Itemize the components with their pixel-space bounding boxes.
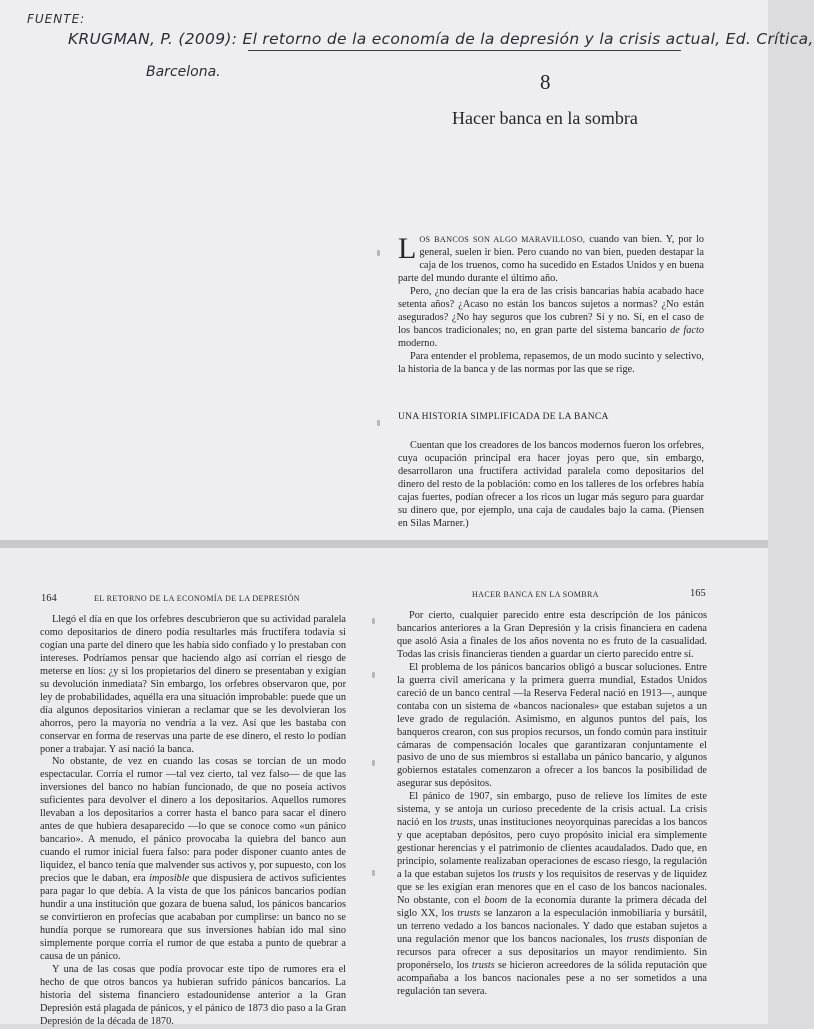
handwritten-author: KRUGMAN, P. (2009):	[68, 30, 238, 48]
section-heading: UNA HISTORIA SIMPLIFICADA DE LA BANCA	[398, 412, 609, 423]
left-paragraph-3: Y una de las cosas que podía provocar este tipo de rumores era el hecho de que otros bancos ya hubieran sufrido pánicos bancarios. La historia del sistema financiero estadounidense anterior a la Gran Depresión está plagada de pánicos, y el pánico de 1873 dio paso a la Gran Depresión de la década de 1870.	[40, 963, 346, 1027]
chapter-paragraph-2: Pero, ¿no decían que la era de las crisis bancarias había acabado hace setenta años? ¿Acaso no están los bancos sujetos a normas? ¿No están asegurados? ¿No hay seguros que los cubren? Sí y no. Sí, en el caso de los bancos tradicionales; no, en gran parte del sistema bancario de facto moderno.	[398, 285, 704, 349]
handwritten-source-label: FUENTE:	[27, 12, 86, 26]
right-paragraph-1: Por cierto, cualquier parecido entre esta descripción de los pánicos bancarios anteriores a la Gran Depresión y la crisis financiera en cadena que asoló Asia a finales de los años noventa no es fruto de la casualidad. Todas las crisis financieras tienden a guardar un cierto parecido entre sí.	[397, 610, 707, 660]
gutter-mark	[377, 250, 380, 256]
gutter-mark	[372, 760, 375, 766]
left-paragraph-2: No obstante, de vez en cuando las cosas se torcían de un modo espectacular. Corría el rumor —tal vez cierto, tal vez falso— de que las inversiones del banco no habían funcionado, de que no poseía activos suficientes para devolver el dinero a los depositarios. Aquellos rumores llevaban a los depositarios a correr hasta el banco para sacar el dinero antes de que hubiera desaparecido —lo que se conoce como «un pánico bancario». A menudo, el pánico provocaba la quiebra del banco aun cuando el rumor inicial fuera falso: para poder disponer cuanto antes de liquidez, el banco tenía que malvender sus activos y, por supuesto, con los precios que le daban, era imposible que dispusiera de activos suficientes para pagar lo que debía. A la vista de que los pánicos bancarios podían hundir a una institución que gozara de buena salud, los pánicos bancarios se convirtieron en profecías que acababan por cumplirse: un banco no se hundía porque se rumoreara que sus inversiones habían ido mal sino simplemente porque corría el rumor de que estaba a punto de quebrar a causa de un pánico.	[40, 756, 346, 962]
right-paragraph-2: El problema de los pánicos bancarios obligó a buscar soluciones. Entre la guerra civil americana y la primera guerra mundial, Estados Unidos careció de un banco central —la Reserva Federal nació en 1913—, aunque contaba con un sistema de «bancos nacionales» que estaban sujetos a un leve grado de regulación. Asimismo, en algunos puntos del país, los banqueros crearon, con sus propios recursos, un fondo común para instituir cámaras de compensación locales que garantizaran conjuntamente el pasivo de uno de sus miembros si estallaba un pánico bancario, y algunos gobiernos estatales comenzaron a ofrecer a los bancos la posibilidad de asegurar sus depósitos.	[397, 661, 707, 790]
chapter-opening-column	[398, 234, 704, 531]
running-header-left: EL RETORNO DE LA ECONOMÍA DE LA DEPRESIÓN	[94, 594, 300, 603]
gutter-mark	[372, 870, 375, 876]
drop-cap: L	[398, 232, 417, 265]
left-page-column	[40, 614, 346, 1029]
handwritten-publisher: , Ed. Crítica,	[715, 30, 814, 48]
handwritten-citation-line1	[68, 30, 814, 48]
chapter-number: 8	[540, 70, 551, 94]
handwritten-citation-line2: Barcelona.	[146, 64, 221, 80]
chapter-paragraph-3: Para entender el problema, repasemos, de un modo sucinto y selectivo, la historia de la banca y de las normas por las que se rige.	[398, 350, 704, 375]
running-header-right: HACER BANCA EN LA SOMBRA	[472, 590, 599, 599]
left-paragraph-1: Llegó el día en que los orfebres descubrieron que su actividad paralela como depositarios de dinero podía resultarles más fructífera todavía si cogían una parte del dinero que les había sido confiado y lo prestaban con intereses. Podríamos pensar que haciendo algo así corrían el riesgo de meterse en líos: ¿y si los propietarios del dinero se presentaban y exigían su devolución inmediata? Sin embargo, los orfebres observaron que, por ley de probabilidades, aquélla era una situación improbable: puede que un día algunos depositarios vinieran a reclamar que se les devolvieran los ahorros, pero la mayoría no vendría a la vez. Así que les bastaba con conservar en forma de reservas una parte de ese dinero, el resto lo podían poner a trabajar. Y así nació la banca.	[40, 614, 346, 755]
chapter-title: Hacer banca en la sombra	[452, 108, 638, 128]
page-number-left: 164	[41, 593, 57, 604]
right-paragraph-3: El pánico de 1907, sin embargo, puso de relieve los límites de este sistema, y se antoja un curioso precedente de la crisis actual. La crisis nació en los trusts, unas instituciones neoyorquinas parecidas a los bancos y que aceptaban depósitos, pero cuyo propósito inicial era simplemente gestionar herencias y el patrimonio de clientes acaudalados. Dado que, en principio, solamente realizaban operaciones de escaso riesgo, la regulación a la que estaban sujetos los trusts y los requisitos de reservas y de liquidez que se les exigían eran menores que en el caso de los bancos nacionales. No obstante, con el boom de la economía durante la primera década del siglo XX, los trusts se lanzaron a la especulación inmobiliaria y bursátil, un terreno vedado a los bancos nacionales. Y dado que estaban sujetos a una regulación menor que los bancos nacionales, los trusts disponían de recursos para ofrecer a sus depositarios un mayor rendimiento. Sin proponérselo, los trusts se hicieron acreedores de la sólida reputación que acompañaba a los bancos nacionales pese a no ser sometidos a una regulación tan severa.	[397, 791, 707, 997]
lead-smallcaps: OS BANCOS SON ALGO MARAVILLOSO,	[419, 235, 586, 244]
handwritten-underline	[248, 50, 681, 51]
gutter-mark	[372, 672, 375, 678]
chapter-paragraph-4: Cuentan que los creadores de los bancos modernos fueron los orfebres, cuya ocupación principal era hacer joyas pero que, sin embargo, desarrollaron una fructífera actividad paralela como depositarios del dinero del resto de la población: como en los talleres de los orfebres había cajas fuertes, podían ofrecer a los ricos un lugar más seguro para guardar su dinero que, por ejemplo, una caja de caudales bajo la cama. (Piensen en Silas Marner.)	[398, 440, 704, 530]
right-page-column	[397, 610, 707, 999]
handwritten-book-title: El retorno de la economía de la depresión y la crisis actual	[242, 30, 716, 48]
chapter-paragraph-1: LOS BANCOS SON ALGO MARAVILLOSO, cuando van bien. Y, por lo general, suelen ir bien. Pero cuando no van bien, pueden destapar la caja de los truenos, como ha sucedido en Estados Unidos y en buena parte del mundo durante el último año.	[398, 232, 704, 284]
page-number-right: 165	[690, 588, 706, 599]
gutter-mark	[377, 420, 380, 426]
scan-separator	[0, 540, 768, 548]
gutter-mark	[372, 618, 375, 624]
